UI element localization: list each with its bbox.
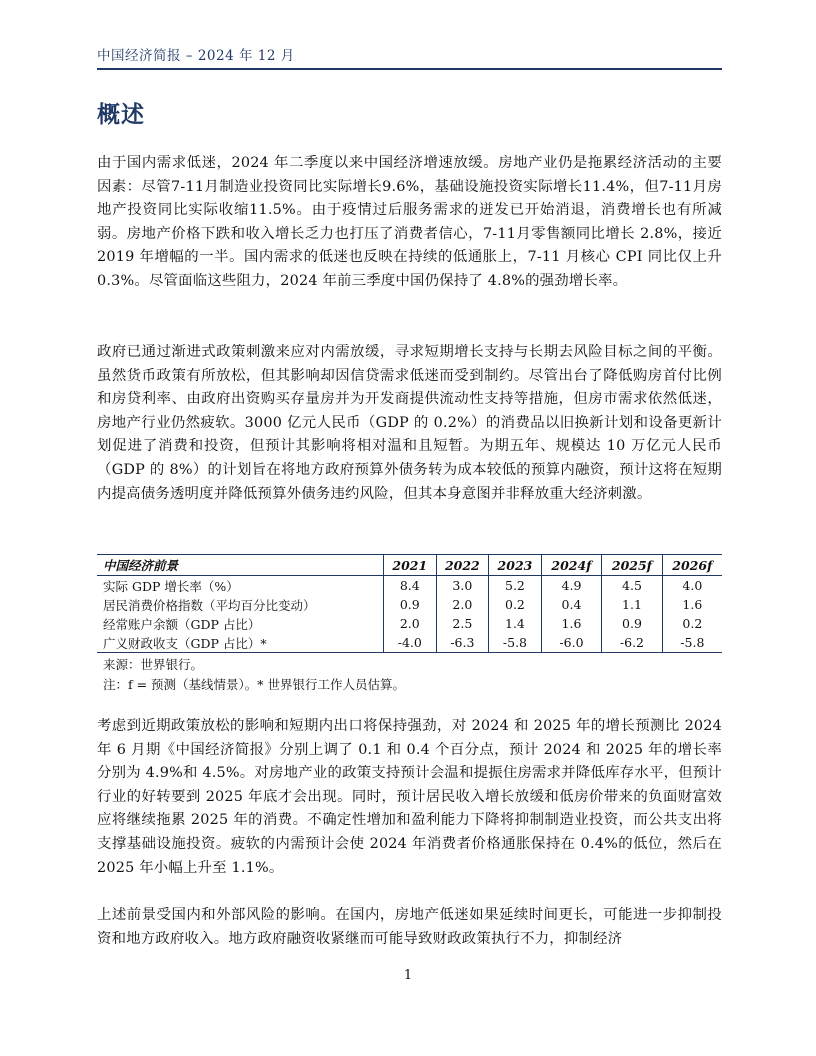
year-header: 2021 bbox=[384, 555, 437, 576]
page-number: 1 bbox=[403, 968, 413, 983]
year-header: 2025f bbox=[602, 555, 662, 576]
paragraph-3: 考虑到近期政策放松的影响和短期内出口将保持强劲，对 2024 和 2025 年的增长预测比 2024 年 6 月期《中国经济简报》分别上调了 0.1 和 0.4 个百分点，预计 2024 和 2025 年的增长率分别为 4.9%和 4.5%。对房地产业的政策支持预计会温和提振住房需求并降低库存水平，但预计行业的好转要到 2025 年底才会出现。同时，预计居民收入增长放缓和低房价带来的负面财富效应将继续拖累 2025 年的消费。不确定性增加和盈利能力下降将抑制制造业投资，而公共支出将支撑基础设施投资。疲软的内需预计会使 2024 年消费者价格通胀保持在 0.4%的低位，然后在 2025 年小幅上升至 1.1%。 bbox=[97, 718, 722, 876]
row-label: 实际 GDP 增长率（%） bbox=[103, 578, 239, 594]
table-cell: -6.0 bbox=[541, 633, 601, 653]
table-cell: 1.6 bbox=[662, 595, 722, 614]
table-cell: 8.4 bbox=[384, 576, 437, 596]
paragraph-4: 上述前景受国内和外部风险的影响。在国内，房地产低迷如果延续时间更长，可能进一步抑制投资和地方政府收入。地方政府融资收紧继而可能导致财政政策执行不力，抑制经济 bbox=[97, 907, 722, 947]
table-cell: 0.2 bbox=[662, 614, 722, 633]
table-cell: 1.4 bbox=[489, 614, 542, 633]
header-divider bbox=[97, 68, 722, 70]
table-cell: 0.9 bbox=[602, 614, 662, 633]
row-label: 广义财政收支（GDP 占比）* bbox=[97, 633, 384, 653]
table-cell: 1.1 bbox=[602, 595, 662, 614]
year-header: 2023 bbox=[489, 555, 542, 576]
table-cell: 2.5 bbox=[436, 614, 489, 633]
table-row bbox=[97, 614, 722, 633]
table-cell: -5.8 bbox=[662, 633, 722, 653]
year-header: 2022 bbox=[436, 555, 489, 576]
table-cell: 4.0 bbox=[662, 576, 722, 596]
table-cell: 4.9 bbox=[541, 576, 601, 596]
table-cell: -5.8 bbox=[489, 633, 542, 653]
table-cell: 3.0 bbox=[436, 576, 489, 596]
year-header: 2024f bbox=[541, 555, 601, 576]
table-header-row bbox=[97, 555, 722, 576]
table-cell: 0.4 bbox=[541, 595, 601, 614]
section-title: 概述 bbox=[97, 102, 145, 128]
table-cell: 0.2 bbox=[489, 595, 542, 614]
table-notes bbox=[97, 655, 722, 695]
outlook-table-block bbox=[97, 554, 722, 695]
table-source: 来源：世界银行。 bbox=[103, 657, 204, 672]
table-cell: 0.9 bbox=[384, 595, 437, 614]
year-header: 2026f bbox=[662, 555, 722, 576]
table-row bbox=[97, 633, 722, 653]
table-cell: 2.0 bbox=[436, 595, 489, 614]
table-cell: 1.6 bbox=[541, 614, 601, 633]
paragraph-2: 政府已通过渐进式政策刺激来应对内需放缓，寻求短期增长支持与长期去风险目标之间的平衡。虽然货币政策有所放松，但其影响却因信贷需求低迷而受到制约。尽管出台了降低购房首付比例和房贷利率、由政府出资购买存量房并为开发商提供流动性支持等措施，但房市需求依然低迷，房地产行业仍然疲软。3000 亿元人民币（GDP 的 0.2%）的消费品以旧换新计划和设备更新计划促进了消费和投资，但预计其影响将相对温和且短暂。为期五年、规模达 10 万亿元人民币（GDP 的 8%）的计划旨在将地方政府预算外债务转为成本较低的预算内融资，预计这将在短期内提高债务透明度并降低预算外债务违约风险，但其本身意图并非释放重大经济刺激。 bbox=[97, 344, 722, 502]
row-label: 经常账户余额（GDP 占比） bbox=[103, 616, 261, 632]
table-footnote: 注：f = 预测（基线情景）。* 世界银行工作人员估算。 bbox=[103, 677, 406, 692]
row-label: 居民消费价格指数（平均百分比变动） bbox=[103, 597, 316, 613]
running-header: 中国经济简报 – 2024 年 12 月 bbox=[97, 48, 295, 64]
table-cell: -4.0 bbox=[384, 633, 437, 653]
china-outlook-table bbox=[97, 554, 722, 653]
table-row bbox=[97, 595, 722, 614]
table-cell: -6.2 bbox=[602, 633, 662, 653]
table-cell: 2.0 bbox=[384, 614, 437, 633]
table-cell: 4.5 bbox=[602, 576, 662, 596]
table-title: 中国经济前景 bbox=[97, 555, 384, 576]
table-cell: 5.2 bbox=[489, 576, 542, 596]
table-cell: -6.3 bbox=[436, 633, 489, 653]
paragraph-1: 由于国内需求低迷，2024 年二季度以来中国经济增速放缓。房地产业仍是拖累经济活动的主要因素：尽管7-11月制造业投资同比实际增长9.6%，基础设施投资实际增长11.4%，但7-11月房地产投资同比实际收缩11.5%。由于疫情过后服务需求的迸发已开始消退，消费增长也有所减弱。房地产价格下跌和收入增长乏力也打压了消费者信心，7-11月零售额同比增长 2.8%，接近 2019 年增幅的一半。国内需求的低迷也反映在持续的低通胀上，7-11 月核心 CPI 同比仅上升 0.3%。尽管面临这些阻力，2024 年前三季度中国仍保持了 4.8%的强劲增长率。 bbox=[97, 155, 722, 289]
table-row bbox=[97, 576, 722, 596]
